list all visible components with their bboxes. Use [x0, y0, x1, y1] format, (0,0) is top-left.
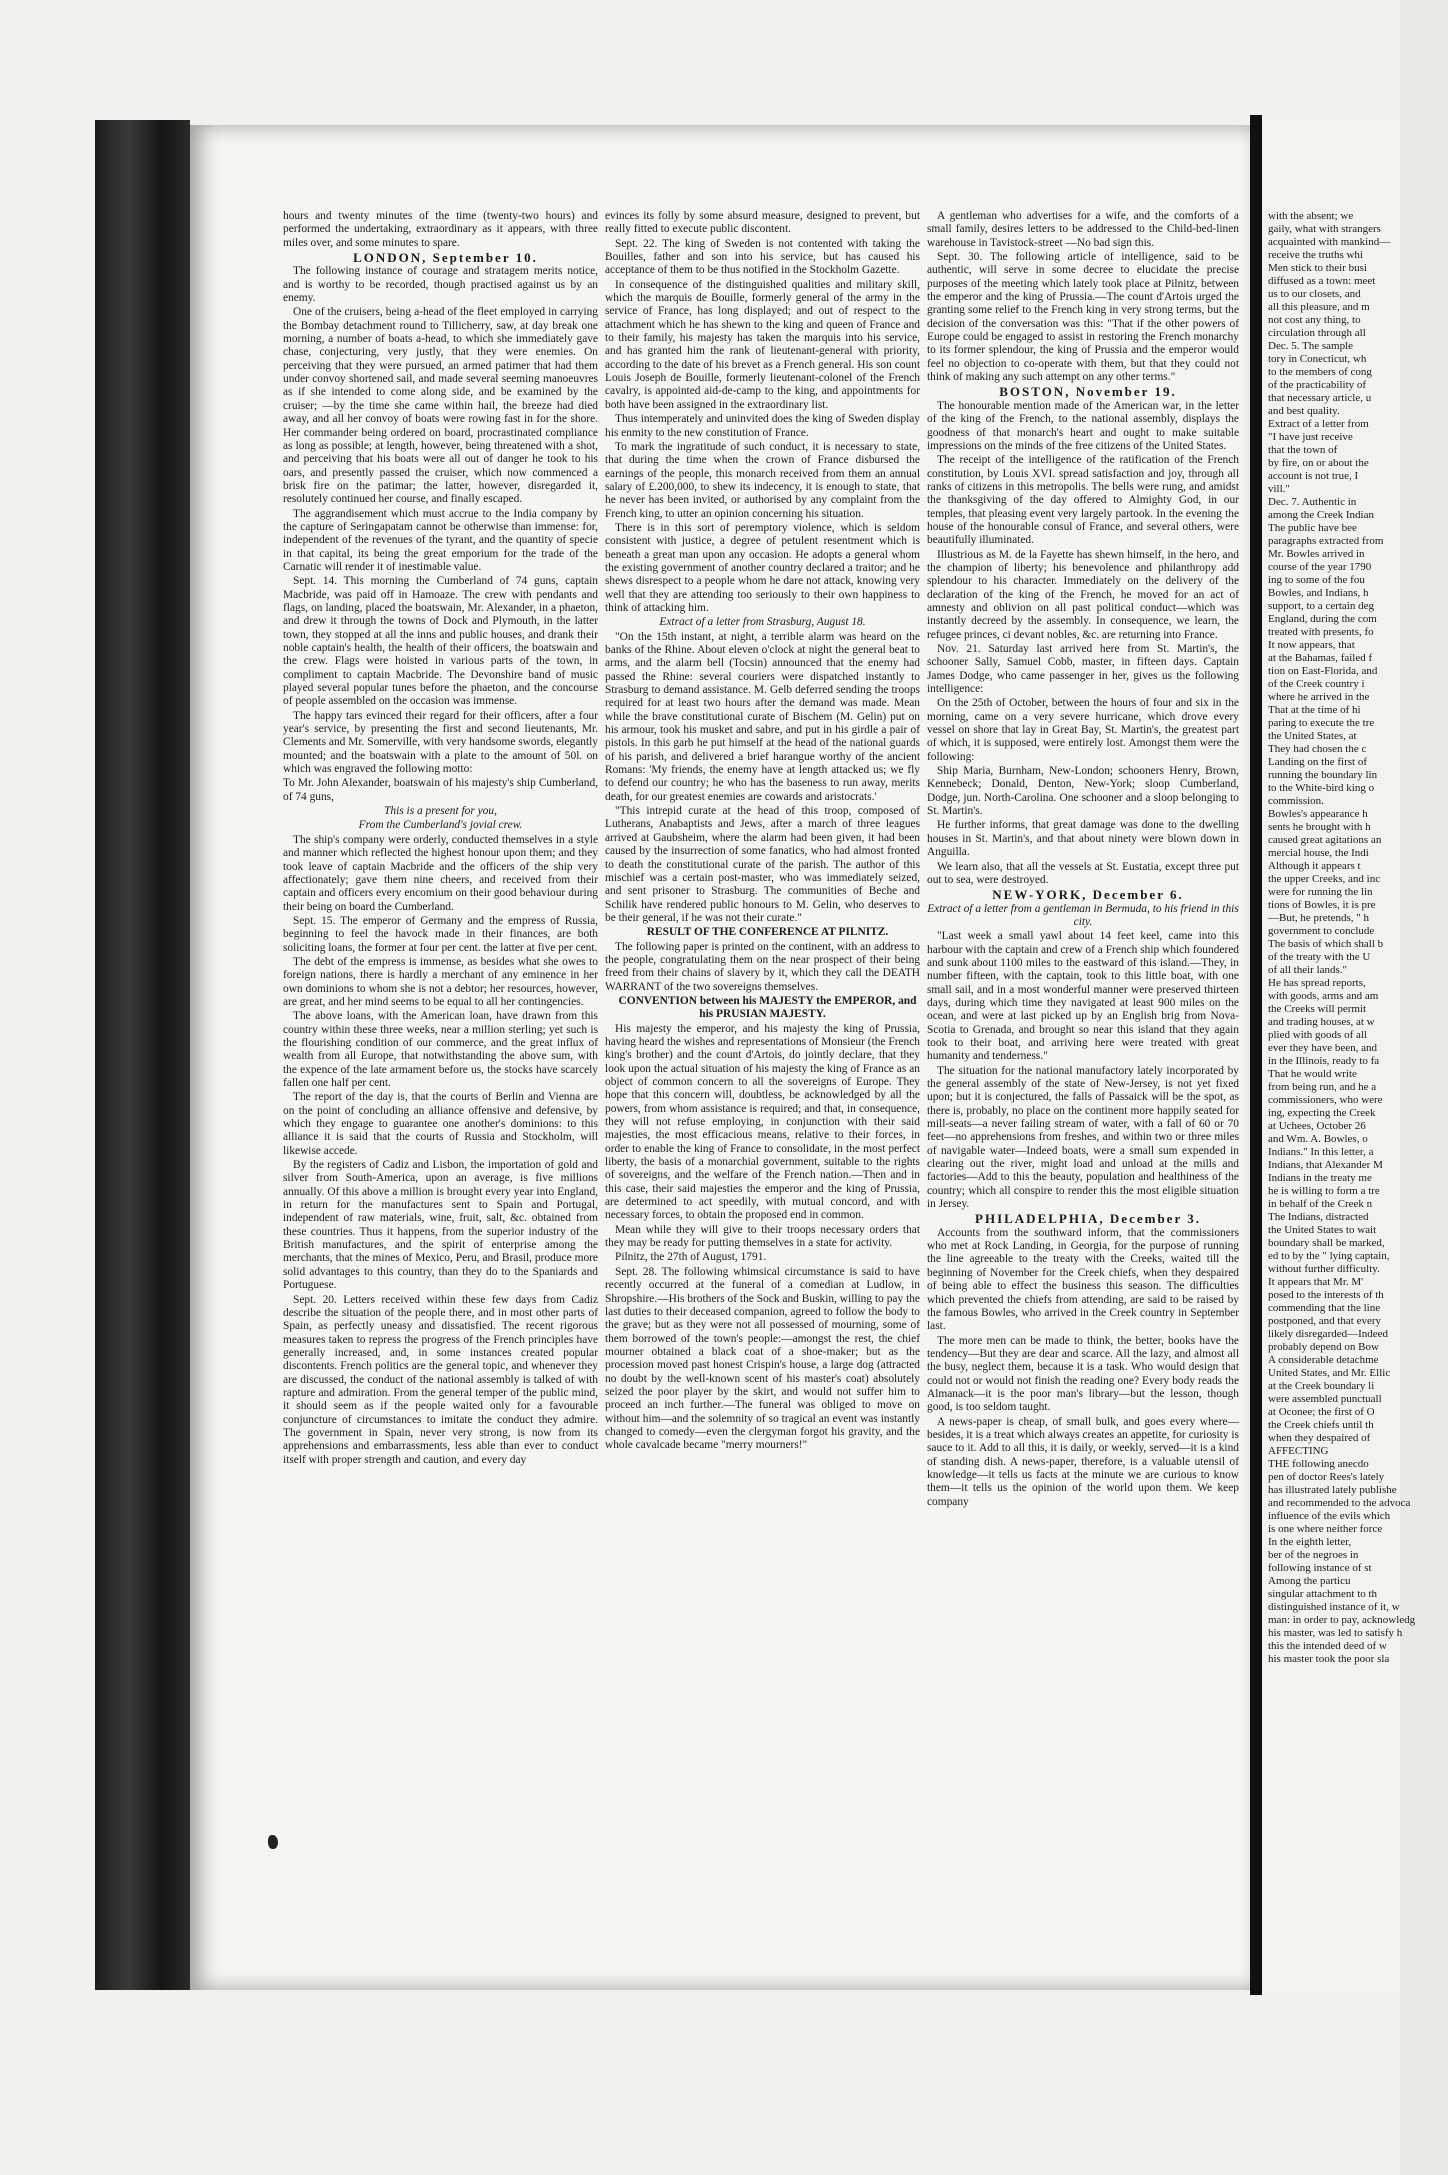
partial-text-line: treated with presents, fo: [1268, 626, 1374, 638]
partial-text-line: receive the truths whi: [1268, 249, 1363, 261]
partial-text-line: where he arrived in the: [1268, 691, 1370, 703]
article-paragraph: The debt of the empress is immense, as besides what she owes to foreign nations, there is hardly a merchant of any eminence in her own dominions to whom she is not a debtor; her resources, however, are great, and her mind seems to be equal to all her contingencies.: [283, 955, 598, 1008]
partial-text-line: ever they have been, and: [1268, 1042, 1378, 1054]
article-paragraph: Sept. 22. The king of Sweden is not contented with taking the Bouilles, father and son into his service, but has caused his acceptance of them to be thus notified in the Stockholm Gazette.: [605, 237, 920, 277]
article-paragraph: He further informs, that great damage was done to the dwelling houses in St. Martin's, and that about ninety were blown down in Anguilla.: [927, 819, 1239, 859]
article-paragraph: A news-paper is cheap, of small bulk, and goes every where—besides, it is a treat which always creates an appetite, for curiosity is sauce to it. Add to all this, it is daily, or weekly, served—it is a kind of standing dish. A news-paper, therefore, is a valuable utensil of knowledge—it tells us facts at the minute we are curious to know them—it tells us the opinion of the world upon them. We keep company: [927, 1415, 1239, 1508]
article-paragraph: A gentleman who advertises for a wife, and the comforts of a small family, desires letters to be addressed to the Child-bed-linen warehouse in Tavistock-street —No bad sign this.: [927, 210, 1239, 249]
partial-text-line: in behalf of the Creek n: [1268, 1198, 1373, 1210]
partial-text-line: ing to some of the fou: [1268, 574, 1365, 586]
article-paragraph: The happy tars evinced their regard for their officers, after a four year's service, by presenting the first and second lieutenants, Mr. Clements and Mr. Somerville, with very handsome swords, elegantly mounted; and the boatswain with a plate to the amount of 50l. on which was engraved the following motto:: [283, 709, 598, 776]
partial-text-line: at the Creek boundary li: [1268, 1380, 1375, 1392]
partial-text-line: of the treaty with the U: [1268, 951, 1371, 963]
partial-text-line: They had chosen the c: [1268, 743, 1367, 755]
partial-text-line: distinguished instance of it, w: [1268, 1601, 1400, 1613]
partial-text-line: of the practicability of: [1268, 379, 1367, 391]
partial-text-line: were assembled punctuall: [1268, 1393, 1382, 1405]
article-paragraph: "This intrepid curate at the head of this troop, composed of Lutherans, Anabaptists and Jews, after a march of three leagues arrived at Gaubsheim, where the alarm had been given, it had been caused by the insurrection of some fanatics, who had almost fronted to death the constitutional curate of the parish. The author of this mischief was a certain post-master, who was immediately seized, and sent prisoner to Strasburg. The communities of Beche and Schilik have rendered public honours to M. Gelin, who deserves to be their general, if he was not their curate.": [605, 805, 920, 924]
article-paragraph: The following instance of courage and stratagem merits notice, and is worthy to be recorded, though practised against us by an enemy.: [283, 265, 598, 305]
partial-text-line: It now appears, that: [1268, 639, 1355, 651]
partial-text-line: has illustrated lately publishe: [1268, 1484, 1397, 1496]
article-paragraph: By the registers of Cadiz and Lisbon, the importation of gold and silver from South-America, upon an average, is five millions annually. Of this above a million is brought every year into England, in return for the manufactures sent to Spain and Portugal, independent of raw materials, wine, fruit, salt, &c. obtained from these countries. Thus it happens, from the superior industry of the British manufactures, and the spirit of enterprise among the merchants, that the mines of Mexico, Peru, and Brasil, produce more solid advantages to this country, than they do to the Spaniards and Portuguese.: [283, 1159, 598, 1292]
partial-text-line: circulation through all: [1268, 327, 1366, 339]
article-paragraph: To mark the ingratitude of such conduct, it is necessary to state, that during the time when the crown of France disbursed the earnings of the people, this monarch received from them an annual salary of £.200,000, to shew its indecency, it is enough to state, that he never has been invited, or authorised by any complaint from the French king, to utter an opinion concerning his situation.: [605, 440, 920, 520]
partial-text-line: That he would write: [1268, 1068, 1357, 1080]
partial-text-line: commending that the line: [1268, 1302, 1381, 1314]
partial-text-line: he is willing to form a tre: [1268, 1185, 1380, 1197]
partial-text-line: caused great agitations an: [1268, 834, 1382, 846]
section-heading: RESULT OF THE CONFERENCE AT PILNITZ.: [646, 926, 889, 939]
article-paragraph: The ship's company were orderly, conducted themselves in a style and manner which reflected the highest honour upon them; and they took leave of captain Macbride and the officers of the ship very affectionately; gave them nine cheers, and received from their captain and officers every encomium on their good behaviour during their being on board the Cumberland.: [283, 833, 598, 913]
partial-text-line: Indians in the treaty me: [1268, 1172, 1372, 1184]
partial-text-line: of the Creek country i: [1268, 678, 1365, 690]
partial-text-line: with goods, arms and am: [1268, 990, 1379, 1002]
dateline-heading: LONDON, September 10.: [353, 250, 538, 266]
partial-text-line: plied with goods of all: [1268, 1029, 1367, 1041]
partial-text-line: posed to the interests of th: [1268, 1289, 1384, 1301]
partial-text-line: and recommended to the advoca: [1268, 1497, 1411, 1509]
article-paragraph: His majesty the emperor, and his majesty the king of Prussia, having heard the wishes and representations of Monsieur (the French king's brother) and the count d'Artois, do jointly declare, that they look upon the actual situation of his majesty the king of France as an object of common concern to all the sovereigns of Europe. They hope that this concern will, doubtless, be acknowledged by all the powers, from whom assistance is required; and that, in consequence, they will not refuse employing, in conjunction with their said majesties, the most efficacious means, relative to their forces, in order to enable the king of France to consolidate, in the most perfect liberty, the basis of a monarchial government, suitable to the rights of sovereigns, and the welfare of the French nation.—Then and in this case, their said majesties the emperor and the king of Prussia, are determined to act speedily, with mutual concord, and with necessary forces, to obtain the proposed end in common.: [605, 1022, 920, 1222]
ink-blot-mark: [268, 1835, 278, 1849]
column-4-partial: [1268, 210, 1448, 1930]
partial-text-line: THE following anecdo: [1268, 1458, 1369, 1470]
partial-text-line: to the White-bird king o: [1268, 782, 1375, 794]
partial-text-line: and best quality.: [1268, 405, 1340, 417]
partial-text-line: diffused as a town: meet: [1268, 275, 1376, 287]
partial-text-line: commission.: [1268, 795, 1324, 807]
book-binding: [95, 120, 190, 1990]
article-paragraph: The following paper is printed on the continent, with an address to the people, congratulating them on the near prospect of their being freed from their chains of slavery by it, which they call the DEATH WARRANT of the two sovereigns themselves.: [605, 940, 920, 993]
partial-text-line: A considerable detachme: [1268, 1354, 1379, 1366]
partial-text-line: singular attachment to th: [1268, 1588, 1378, 1600]
partial-text-line: —But, he pretends, " h: [1268, 912, 1370, 924]
column-1: [283, 210, 598, 1930]
partial-text-line: of all their lands.": [1268, 964, 1348, 976]
partial-text-line: his master, was led to satisfy h: [1268, 1627, 1403, 1639]
partial-text-line: In the eighth letter,: [1268, 1536, 1352, 1548]
partial-text-line: Although it appears t: [1268, 860, 1361, 872]
partial-text-line: is one where neither force: [1268, 1523, 1383, 1535]
column-3: [927, 210, 1239, 1930]
partial-text-line: sents he brought with h: [1268, 821, 1371, 833]
article-paragraph: Accounts from the southward inform, that the commissioners who met at Rock Landing, in Georgia, for the purpose of running the line agreeable to the treaty with the Creeks, waited till the beginning of November for the Creek chiefs, when they despaired of being able to effect the business this season. The difficulties which prevented the chiefs from attending, are said to be raised by the famous Bowles, who arrived in the Creek country in September last.: [927, 1226, 1239, 1333]
partial-text-line: running the boundary lin: [1268, 769, 1378, 781]
dateline-heading: BOSTON, November 19.: [999, 384, 1177, 400]
partial-text-line: postponed, and that every: [1268, 1315, 1382, 1327]
dateline-heading: PHILADELPHIA, December 3.: [975, 1211, 1201, 1227]
partial-text-line: were for running the lin: [1268, 886, 1373, 898]
partial-text-line: tion on East-Florida, and: [1268, 665, 1378, 677]
partial-text-line: probably depend on Bow: [1268, 1341, 1379, 1353]
article-paragraph: Sept. 28. The following whimsical circumstance is said to have recently occurred at the funeral of a comedian at Ludlow, in Shropshire.—His brothers of the Sock and Buskin, willing to pay the last duties to their deceased companion, agreed to follow the body to the grave; but as they were not all possessed of mourning, some of them borrowed of the town's people:—amongst the rest, the chief mourner obtained a black coat of a shoe-maker; but as the procession moved past honest Crispin's house, a large dog (attracted no doubt by the well-known scent of his master's coat) absolutely seized the poor player by the skirt, and would not suffer him to proceed an inch further.—The funeral was obliged to move on without him—and the solemnity of so tragical an event was instantly changed to comedy—even the clergyman forgot his gravity, and the whole cavalcade became "merry mourners!": [605, 1265, 920, 1452]
partial-text-line: with the absent; we: [1268, 210, 1354, 222]
article-paragraph: We learn also, that all the vessels at St. Eustatia, except three put out to sea, were destroyed.: [927, 860, 1239, 886]
partial-text-line: vill.": [1268, 483, 1290, 495]
page-gutter: [1250, 115, 1262, 1995]
partial-text-line: and trading houses, at w: [1268, 1016, 1375, 1028]
partial-text-line: pen of doctor Rees's lately: [1268, 1471, 1385, 1483]
partial-text-line: the United States, at: [1268, 730, 1357, 742]
partial-text-line: Among the particu: [1268, 1575, 1351, 1587]
partial-text-line: mercial house, the Indi: [1268, 847, 1369, 859]
partial-text-line: without further difficulty.: [1268, 1263, 1380, 1275]
partial-text-line: "I have just receive: [1268, 431, 1353, 443]
partial-text-line: United States, and Mr. Ellic: [1268, 1367, 1391, 1379]
partial-text-line: Dec. 5. The sample: [1268, 340, 1354, 352]
partial-text-line: his master took the poor sla: [1268, 1653, 1390, 1665]
article-paragraph: The more men can be made to think, the better, books have the tendency—But they are dear and scarce. All the lazy, and almost all the busy, neglect them, because it is a task. Who would design that could not or would not finish the reading one? Every body reads the Almanack—it is the poor man's library—but the lesson, though good, is too seldom taught.: [927, 1334, 1239, 1414]
partial-text-line: account is not true, I: [1268, 470, 1359, 482]
article-paragraph: On the 25th of October, between the hours of four and six in the morning, came on a very severe hurricane, which drove every vessel on shore that lay in Great Bay, St. Martin's, the greatest part of which, it is supposed, were entirely lost. Amongst them were the following:: [927, 697, 1239, 763]
article-paragraph: Sept. 20. Letters received within these few days from Cadiz describe the situation of the people there, and in most other parts of Spain, as perfectly uneasy and dissatisfied. The recent rigorous measures taken to repress the progress of the French principles have generally increased, and, in some instances created popular discontents. French politics are the general topic, and whenever they are discussed, the conduct of the national assembly is talked of with rapture and admiration. From the general temper of the public mind, it should seem as if the people waited only for a favourable conjuncture of circumstances to imitate the conduct they admire. The government in Spain, never very strong, is now from its apprehensions and embarrassments, less able than ever to conduct itself with proper strength and caution, and every day: [283, 1293, 598, 1466]
partial-text-line: at Oconee; the first of O: [1268, 1406, 1375, 1418]
partial-text-line: from being run, and he a: [1268, 1081, 1377, 1093]
article-paragraph: There is in this sort of peremptory violence, which is seldom consistent with justice, a degree of petulent resentment which is beneath a great man upon any occasion. He adopts a general whom the existing government of another country declared a traitor; and he shews disrespect to a people whom he dare not attack, knowing very well that they are attending too seriously to their own happiness to think of attacking him.: [605, 521, 920, 614]
article-paragraph: The situation for the national manufactory lately incorporated by the general assembly of the state of New-Jersey, is not yet fixed upon; but it is conjectured, the falls of Passaick will be the spot, as there is, probably, no place on the continent more happily seated for mill-seats—a never failing stream of water, with a fall of 60 or 70 feet—no apprehensions from freshes, and within two or three miles of navigable water—Indeed boats, were a small sum expended in clearing out the river, might load and unload at the mills and factories—Add to this the beauty, population and healthiness of the country; which all conspire to render this the most eligible situation in Jersey.: [927, 1064, 1239, 1211]
dateline-heading: NEW-YORK, December 6.: [992, 887, 1184, 903]
partial-text-line: The public have bee: [1268, 522, 1357, 534]
partial-text-line: course of the year 1790: [1268, 561, 1372, 573]
article-paragraph: evinces its folly by some absurd measure, designed to prevent, but really fitted to execute public discontent.: [605, 210, 920, 236]
partial-text-line: this the intended deed of w: [1268, 1640, 1387, 1652]
partial-text-line: man: in order to pay, acknowledg: [1268, 1614, 1416, 1626]
partial-text-line: That at the time of hi: [1268, 704, 1361, 716]
article-paragraph: The report of the day is, that the courts of Berlin and Vienna are on the point of concluding an alliance offensive and defensive, by which they engage to guarantee one another's dominions: to this alliance it is said that the courts of Russia and Stockholm, will likewise accede.: [283, 1091, 598, 1157]
article-paragraph: Sept. 30. The following article of intelligence, said to be authentic, will serve in some decree to elucidate the precise purposes of the meeting which lately took place at Pilnitz, between the emperor and the king of Prussia.—The count d'Artois urged the granting some relief to the French king in very strong terms, but the decision of the conversation was this: "That if the other powers of Europe could be engaged to assist in restoring the French monarchy to its former splendour, the king of Prussia and the emperor would feel no objection to co-operate with them, but that they could not think of making any such attempt on any other terms.": [927, 251, 1239, 384]
article-paragraph: Extract of a letter from a gentleman in Bermuda, to his friend in this city.: [927, 902, 1239, 928]
article-paragraph: Nov. 21. Saturday last arrived here from St. Martin's, the schooner Sally, Samuel Cobb, master, in fifteen days. Captain James Dodge, who came passenger in her, gives us the following intelligence:: [927, 643, 1239, 696]
partial-text-line: all this pleasure, and m: [1268, 301, 1370, 313]
partial-text-line: Indians." In this letter, a: [1268, 1146, 1374, 1158]
partial-text-line: AFFECTING: [1268, 1445, 1329, 1457]
partial-text-line: that necessary article, u: [1268, 392, 1372, 404]
article-paragraph: This is a present for you,: [384, 805, 497, 818]
partial-text-line: The basis of which shall b: [1268, 938, 1384, 950]
partial-text-line: Extract of a letter from: [1268, 418, 1369, 430]
article-paragraph: One of the cruisers, being a-head of the fleet employed in carrying the Bombay detachment round to Tillicherry, saw, at day break one morning, a number of boats a-head, to which she immediately gave chase, conjecturing, very justly, that they were enemies. On perceiving that they were pursued, an armed patimer that had them under convoy shortened sail, and made several seeming manoeuvres as if she intended to come along side, and be examined by the cruiser; —by the time she came within hail, the breeze had died away, and all her convoy of boats were rowing fast in for the shore. Her commander being ordered on board, procrastinated compliance as long as possible; at length, however, being threatened with a shot, and perceiving that his boats were all out of danger he took to his oars, and presently passed the cruiser, which now commenced a brisk fire on the patimar; the latter, however, disregarded it, resolutely continued her course, and finally escaped.: [283, 306, 598, 506]
article-paragraph: To Mr. John Alexander, boatswain of his majesty's ship Cumberland, of 74 guns,: [283, 777, 598, 803]
partial-text-line: influence of the evils which: [1268, 1510, 1391, 1522]
article-paragraph: hours and twenty minutes of the time (twenty-two hours) and performed the undertaking, extraordinary as it appears, with three miles over, and some minutes to spare.: [283, 210, 598, 249]
partial-text-line: He has spread reports,: [1268, 977, 1366, 989]
article-paragraph: "Last week a small yawl about 14 feet keel, came into this harbour with the captain and crew of a French ship which foundered and sunk about 1100 miles to the eastward of this island.—They, in number fifteen, with the captain, took to this little boat, with one small sail, and in a most wonderful manner were preserved thirteen days, during which time they navigated at least 900 miles on the ocean, and were at last picked up by an English brig from Nova-Scotia to Grenada, and brought so near this island that they again took to their boat, and arriving here were treated with great humanity and tenderness.": [927, 930, 1239, 1063]
partial-text-line: government to conclude: [1268, 925, 1375, 937]
article-paragraph: Thus intemperately and uninvited does the king of Sweden display his enmity to the new constitution of France.: [605, 413, 920, 439]
partial-text-line: ed to by the " lying captain,: [1268, 1250, 1390, 1262]
partial-text-line: Bowles, and Indians, h: [1268, 587, 1369, 599]
article-paragraph: Illustrious as M. de la Fayette has shewn himself, in the hero, and the champion of liberty; his benevolence and philanthropy add splendour to his character. Immediately on the delivery of the declaration of the king of the French, he moved for an act of amnesty and oblivion on all past political conduct—which was instantly decreed by the assembly. In consequence, we learn, the refugee princes, ci devant nobles, &c. are returning into France.: [927, 548, 1239, 641]
article-paragraph: Sept. 14. This morning the Cumberland of 74 guns, captain Macbride, was paid off in Hamoaze. The crew with pendants and flags, on landing, placed the boatswain, Mr. Alexander, in a phaeton, and drew it through the towns of Dock and Plymouth, in the latter town, they stopped at all the inns and public houses, and drank their noble captain's health, the health of their officers, the boatswain and the crew. Flags were hoisted in various parts of the town, in compliment to captain Macbride. The Devonshire band of music played several popular tunes before the phaeton, and the concourse of people assembled on the occasion was immense.: [283, 575, 598, 708]
article-paragraph: From the Cumberland's jovial crew.: [358, 819, 523, 832]
partial-text-line: by fire, on or about the: [1268, 457, 1369, 469]
article-paragraph: Mean while they will give to their troops necessary orders that they may be ready for putting themselves in a state for activity.: [605, 1223, 920, 1250]
article-paragraph: "On the 15th instant, at night, a terrible alarm was heard on the banks of the Rhine. About eleven o'clock at night the general beat to arms, and the alarm bell (Tocsin) announced that the enemy had passed the Rhine: several couriers were dispatched instantly to Strasburg to demand assistance. M. Gelb deferred sending the troops required for at least two hours after the demand was made. Mean while the brave constitutional curate of Bischem (M. Gelin) put on his armour, took his musket and sabre, and put in his girdle a pair of pistols. In this garb he put himself at the head of the national guards of his parish, and delivered a brief harangue worthy of the ancient Romans: 'My friends, the enemy have at length attacked us; we fly to defend our country; he who has the baseness to run away, merits death, for our greatest enemies are cowards and aristocrats.': [605, 630, 920, 803]
partial-text-line: Mr. Bowles arrived in: [1268, 548, 1365, 560]
partial-text-line: acquainted with mankind—: [1268, 236, 1391, 248]
article-paragraph: The above loans, with the American loan, have drawn from this country within these three weeks, near a million sterling; yet such is the flourishing condition of our commerce, and the great influx of wealth from all Europe, that notwithstanding the above sum, with the expence of the late armament before us, the stocks have scarcely fallen one half per cent.: [283, 1010, 598, 1089]
partial-text-line: to the members of cong: [1268, 366, 1372, 378]
partial-text-line: following instance of st: [1268, 1562, 1372, 1574]
partial-text-line: tions of Bowles, it is pre: [1268, 899, 1376, 911]
partial-text-line: England, during the com: [1268, 613, 1377, 625]
partial-text-line: the Creek chiefs until th: [1268, 1419, 1374, 1431]
article-paragraph: In consequence of the distinguished qualities and military skill, which the marquis de Bouille, formerly general of the army in the service of France, has long displayed; and out of respect to the attachment which he has shewn to the king and queen of France and to their family, his majesty has taken the marquis into his service, and has granted him the rank of lieutenant-general with priority, according to the date of his brevet as a French general. His son count Louis Joseph de Bouille, formerly lieutenant-colonel of the French cavalry, is appointed aid-de-camp to the king, and appointments for both have been assigned in the extraordinary list.: [605, 278, 920, 411]
section-heading: CONVENTION between his MAJESTY the EMPEROR, and his PRUSIAN MAJESTY.: [618, 994, 917, 1021]
partial-text-line: when they despaired of: [1268, 1432, 1371, 1444]
article-paragraph: The honourable mention made of the American war, in the letter of the king of the French, to the national assembly, displays the goodness of that monarch's heart and ought to make suitable impressions on the minds of the free citizens of the United States.: [927, 399, 1239, 452]
partial-text-line: at the Bahamas, failed f: [1268, 652, 1373, 664]
partial-text-line: at Uchees, October 26: [1268, 1120, 1366, 1132]
partial-text-line: Landing on the first of: [1268, 756, 1367, 768]
partial-text-line: It appears that Mr. M': [1268, 1276, 1364, 1288]
partial-text-line: in the Illinois, ready to fa: [1268, 1055, 1380, 1067]
partial-text-line: boundary shall be marked,: [1268, 1237, 1385, 1249]
partial-text-line: the Creeks will permit: [1268, 1003, 1367, 1015]
article-paragraph: The receipt of the intelligence of the ratification of the French constitution, by Louis XVI. spread satisfaction and joy, through all ranks of citizens in this metropolis. The bells were rung, and amidst the thanksgiving of the day offered to Almighty God, in our temples, that pleasing event very largely partook. In the evening the house of the honourable consul of France, and several others, were beautifully illuminated.: [927, 454, 1239, 547]
partial-text-line: Bowles's appearance h: [1268, 808, 1368, 820]
article-paragraph: Pilnitz, the 27th of August, 1791.: [615, 1251, 767, 1264]
partial-text-line: us to our closets, and: [1268, 288, 1361, 300]
partial-text-line: the United States to wait: [1268, 1224, 1377, 1236]
partial-text-line: commissioners, who were: [1268, 1094, 1383, 1106]
partial-text-line: gaily, what with strangers: [1268, 223, 1381, 235]
partial-text-line: and Wm. A. Bowles, o: [1268, 1133, 1368, 1145]
partial-text-line: that the town of: [1268, 444, 1338, 456]
article-paragraph: Sept. 15. The emperor of Germany and the empress of Russia, beginning to feel the havock made in their finances, are both soliciting loans, the former at four per cent. the latter at five per cent.: [283, 914, 598, 954]
partial-text-line: Indians, that Alexander M: [1268, 1159, 1383, 1171]
partial-text-line: ing, expecting the Creek: [1268, 1107, 1376, 1119]
partial-text-line: the upper Creeks, and inc: [1268, 873, 1381, 885]
partial-text-line: paragraphs extracted from: [1268, 535, 1384, 547]
article-paragraph: Extract of a letter from Strasburg, August 18.: [659, 616, 866, 629]
article-paragraph: Ship Maria, Burnham, New-London; schooners Henry, Brown, Kennebeck; Donald, Denton, New-York; sloop Cumberland, Dodge, jun. North-Carolina. One schooner and a sloop belonging to St. Martin's.: [927, 765, 1239, 818]
partial-text-line: not cost any thing, to: [1268, 314, 1361, 326]
partial-text-line: Dec. 7. Authentic in: [1268, 496, 1357, 508]
partial-text-line: ber of the negroes in: [1268, 1549, 1359, 1561]
partial-text-line: among the Creek Indian: [1268, 509, 1374, 521]
partial-text-line: likely disregarded—Indeed: [1268, 1328, 1389, 1340]
partial-text-line: Men stick to their busi: [1268, 262, 1367, 274]
partial-text-line: support, to a certain deg: [1268, 600, 1374, 612]
partial-text-line: tory in Conecticut, wh: [1268, 353, 1367, 365]
partial-text-line: paring to execute the tre: [1268, 717, 1375, 729]
partial-text-line: The Indians, distracted: [1268, 1211, 1369, 1223]
column-2: [605, 210, 920, 1930]
article-paragraph: The aggrandisement which must accrue to the India company by the capture of Seringapatam cannot be otherwise than immense: for, independent of the revenues of the tyrant, and the quantity of specie in that capital, its being the great emporium for the trade of the Carnatic will render it of inestimable value.: [283, 507, 598, 573]
